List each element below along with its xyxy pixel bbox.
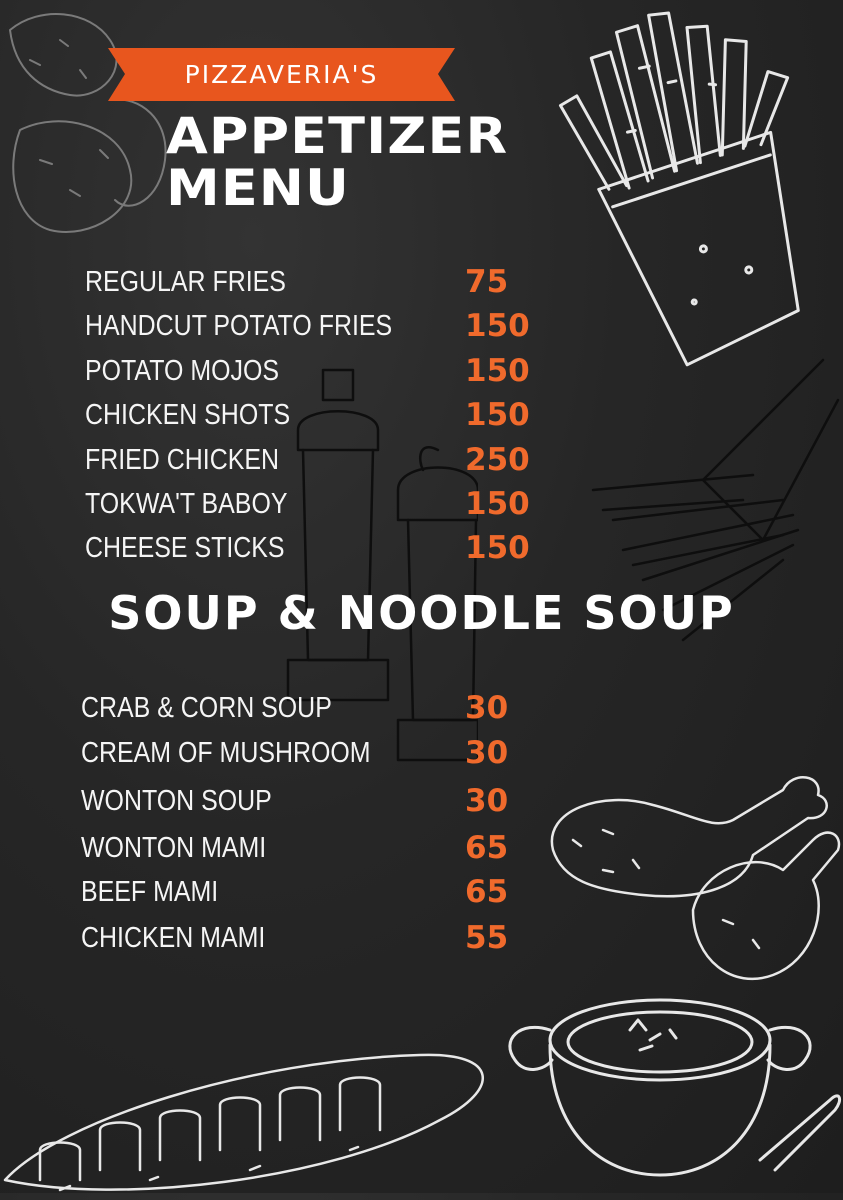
item-name: CHEESE STICKS xyxy=(85,532,285,564)
soup-bowl-icon xyxy=(500,960,843,1193)
menu-item xyxy=(81,832,551,872)
menu-item xyxy=(81,922,551,962)
menu-item xyxy=(81,692,551,732)
item-name: HANDCUT POTATO FRIES xyxy=(85,310,393,342)
item-name: CHICKEN MAMI xyxy=(81,922,266,954)
item-price: 30 xyxy=(465,735,509,771)
item-name: CRAB & CORN SOUP xyxy=(81,692,332,724)
brand-name: PIZZAVERIA'S xyxy=(184,60,379,89)
item-name: BEEF MAMI xyxy=(81,876,219,908)
menu-item xyxy=(81,737,551,777)
item-name: REGULAR FRIES xyxy=(85,266,286,298)
menu-item xyxy=(85,399,555,439)
item-name: WONTON MAMI xyxy=(81,832,267,864)
item-price: 150 xyxy=(465,530,530,566)
menu-item xyxy=(85,355,555,395)
item-price: 250 xyxy=(465,442,530,478)
item-price: 65 xyxy=(465,830,509,866)
item-price: 75 xyxy=(465,264,509,300)
menu-item xyxy=(81,876,551,916)
item-name: CHICKEN SHOTS xyxy=(85,399,291,431)
item-name: POTATO MOJOS xyxy=(85,355,279,387)
menu-item xyxy=(85,488,555,528)
page-title-line1: APPETIZER xyxy=(166,107,509,165)
sushi-platter-icon xyxy=(0,1030,500,1200)
item-price: 150 xyxy=(465,353,530,389)
menu-item xyxy=(85,532,555,572)
menu-item xyxy=(81,785,551,825)
section-title-soup: SOUP & NOODLE SOUP xyxy=(108,586,735,640)
menu-item xyxy=(85,266,555,306)
item-name: FRIED CHICKEN xyxy=(85,444,279,476)
item-price: 150 xyxy=(465,397,530,433)
menu-item xyxy=(85,310,555,350)
item-name: TOKWA'T BABOY xyxy=(85,488,288,520)
page-title-line2: MENU xyxy=(166,159,350,217)
item-price: 55 xyxy=(465,920,509,956)
fries-icon xyxy=(543,0,843,380)
item-name: WONTON SOUP xyxy=(81,785,272,817)
brand-ribbon xyxy=(108,46,455,103)
item-price: 150 xyxy=(465,308,530,344)
item-price: 30 xyxy=(465,783,509,819)
menu-item xyxy=(85,444,555,484)
item-price: 65 xyxy=(465,874,509,910)
item-name: CREAM OF MUSHROOM xyxy=(81,737,371,769)
item-price: 30 xyxy=(465,690,509,726)
item-price: 150 xyxy=(465,486,530,522)
